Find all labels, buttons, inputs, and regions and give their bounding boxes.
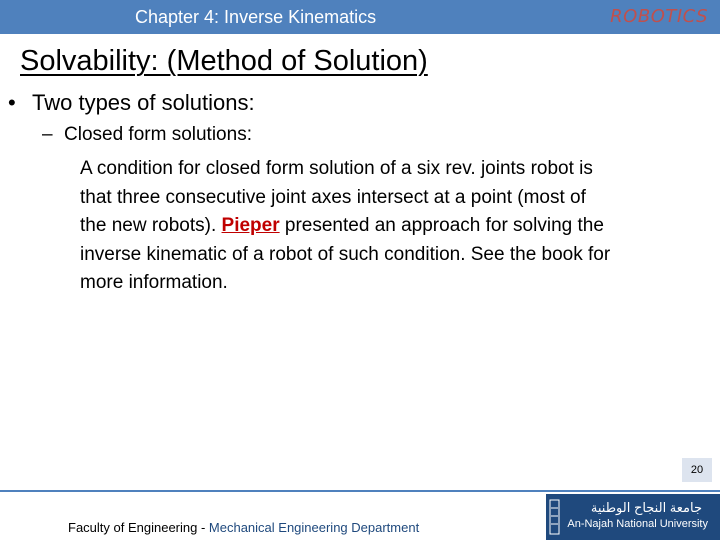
bullet-l1-text: Two types of solutions: xyxy=(32,90,255,115)
logo-arabic-text: جامعة النجاح الوطنية xyxy=(590,500,702,515)
footer-text xyxy=(68,520,419,535)
dash-icon: – xyxy=(42,124,53,145)
brand-label: ROBOTICS xyxy=(610,6,708,27)
paragraph-line-2: that three consecutive joint axes intersect at a point (most of xyxy=(80,186,586,208)
university-logo xyxy=(546,494,720,540)
bullet-level-1 xyxy=(8,90,255,116)
bullet-l2-text: Closed form solutions: xyxy=(64,124,252,145)
page-number: 20 xyxy=(682,458,712,482)
bullet-dot-icon: • xyxy=(8,90,16,115)
footer-faculty: Faculty of Engineering - xyxy=(68,520,209,535)
pieper-link[interactable]: Pieper xyxy=(221,215,280,236)
paragraph-line-4: inverse kinematic of a robot of such condition. See the book for xyxy=(80,243,611,265)
footer-department: Mechanical Engineering Department xyxy=(208,520,420,535)
chapter-title: Chapter 4: Inverse Kinematics xyxy=(135,7,377,27)
line3-before: the new robots). xyxy=(80,215,222,236)
bullet-level-2 xyxy=(42,124,252,146)
university-emblem-icon xyxy=(549,498,560,536)
paragraph-line-3 xyxy=(80,212,710,241)
paragraph-line-5: more information. xyxy=(80,272,228,293)
paragraph-line-1: A condition for closed form solution of a six rev. joints robot is xyxy=(80,158,593,179)
paragraph xyxy=(80,155,710,298)
slide-title: Solvability: (Method of Solution) xyxy=(20,45,428,77)
footer-divider xyxy=(0,490,720,492)
logo-english-text: An-Najah National University xyxy=(567,518,708,530)
line3-after: presented an approach for solving the xyxy=(279,215,604,236)
